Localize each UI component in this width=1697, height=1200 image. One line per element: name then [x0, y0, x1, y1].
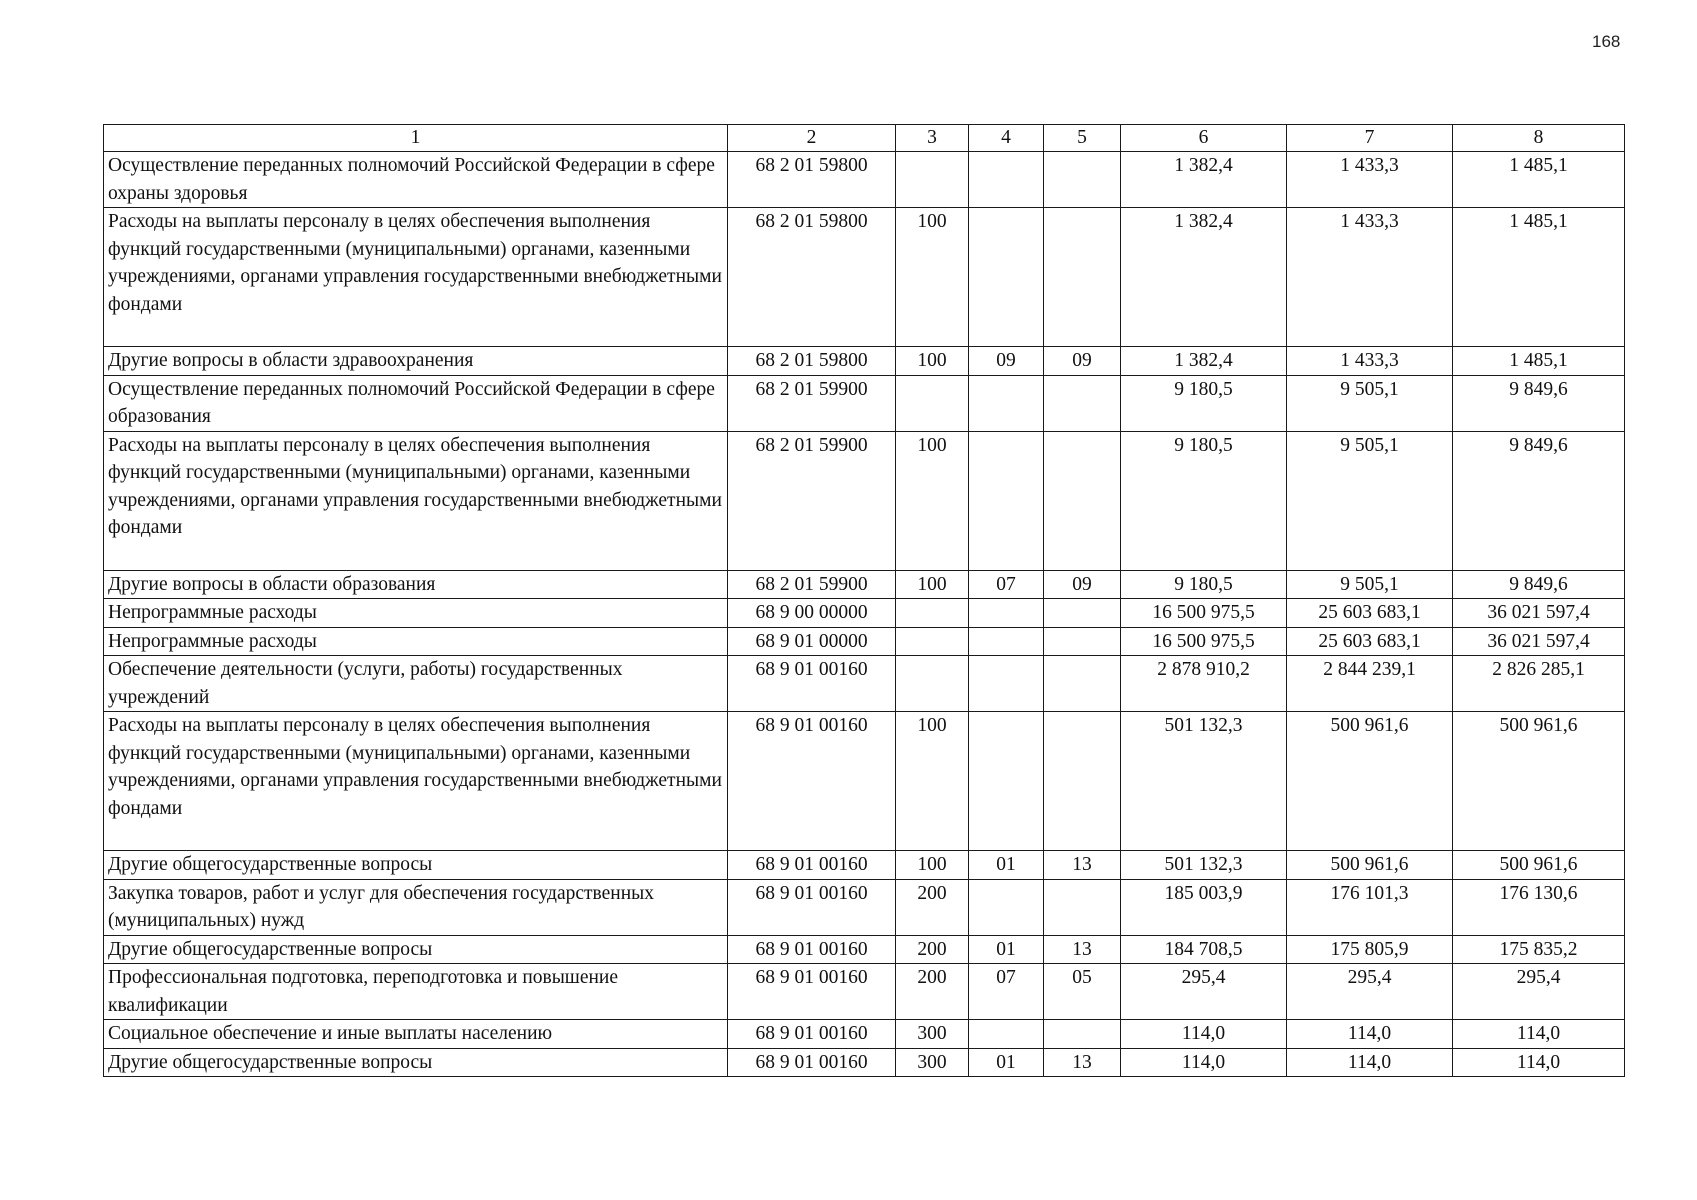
row-expense-type-cell [896, 152, 969, 208]
table-row [104, 712, 1625, 851]
row-value-col8-cell: 9 849,6 [1453, 570, 1625, 599]
table-row [104, 152, 1625, 208]
row-value-col7-cell: 295,4 [1287, 964, 1453, 1020]
table-row [104, 851, 1625, 880]
row-value-col7-cell: 175 805,9 [1287, 935, 1453, 964]
row-value-col6-cell: 184 708,5 [1121, 935, 1287, 964]
row-value-col6-cell: 114,0 [1121, 1048, 1287, 1077]
row-section-cell [969, 431, 1044, 570]
header-cell-3: 3 [896, 125, 969, 152]
table-body [104, 125, 1625, 1077]
header-cell-2: 2 [728, 125, 896, 152]
row-value-col6-cell: 9 180,5 [1121, 431, 1287, 570]
row-code-cell: 68 9 01 00000 [728, 627, 896, 656]
row-value-col6-cell: 185 003,9 [1121, 879, 1287, 935]
row-value-col8-cell: 9 849,6 [1453, 375, 1625, 431]
row-value-col7-cell: 1 433,3 [1287, 347, 1453, 376]
row-value-col7-cell: 1 433,3 [1287, 152, 1453, 208]
row-expense-type-cell: 100 [896, 208, 969, 347]
row-subsection-cell: 09 [1044, 347, 1121, 376]
row-expense-type-cell: 300 [896, 1020, 969, 1049]
row-value-col7-cell: 114,0 [1287, 1020, 1453, 1049]
row-expense-type-cell: 100 [896, 851, 969, 880]
row-subsection-cell: 13 [1044, 851, 1121, 880]
table-row [104, 570, 1625, 599]
row-name-cell: Расходы на выплаты персоналу в целях обеспечения выполнения функций государственными (муниципальными) органами, казенными учреждениями, органами управления государственными внебюджетными фондами [104, 208, 728, 347]
row-subsection-cell [1044, 375, 1121, 431]
row-expense-type-cell: 100 [896, 570, 969, 599]
header-cell-1: 1 [104, 125, 728, 152]
table-row [104, 208, 1625, 347]
row-code-cell: 68 9 01 00160 [728, 964, 896, 1020]
row-subsection-cell [1044, 1020, 1121, 1049]
row-name-cell: Закупка товаров, работ и услуг для обеспечения государственных (муниципальных) нужд [104, 879, 728, 935]
row-expense-type-cell [896, 627, 969, 656]
row-value-col6-cell: 1 382,4 [1121, 208, 1287, 347]
table-row [104, 964, 1625, 1020]
header-cell-4: 4 [969, 125, 1044, 152]
row-code-cell: 68 9 01 00160 [728, 851, 896, 880]
row-section-cell [969, 599, 1044, 628]
row-section-cell [969, 656, 1044, 712]
row-value-col7-cell: 25 603 683,1 [1287, 627, 1453, 656]
header-cell-8: 8 [1453, 125, 1625, 152]
row-value-col8-cell: 1 485,1 [1453, 208, 1625, 347]
row-section-cell [969, 152, 1044, 208]
row-name-cell: Расходы на выплаты персоналу в целях обеспечения выполнения функций государственными (муниципальными) органами, казенными учреждениями, органами управления государственными внебюджетными фондами [104, 712, 728, 851]
row-value-col7-cell: 9 505,1 [1287, 570, 1453, 599]
row-value-col6-cell: 16 500 975,5 [1121, 627, 1287, 656]
row-value-col6-cell: 295,4 [1121, 964, 1287, 1020]
row-code-cell: 68 9 01 00160 [728, 1048, 896, 1077]
row-code-cell: 68 2 01 59900 [728, 570, 896, 599]
row-name-cell: Другие общегосударственные вопросы [104, 1048, 728, 1077]
row-value-col8-cell: 1 485,1 [1453, 347, 1625, 376]
row-name-cell: Социальное обеспечение и иные выплаты населению [104, 1020, 728, 1049]
row-subsection-cell [1044, 208, 1121, 347]
row-name-cell: Другие общегосударственные вопросы [104, 935, 728, 964]
row-value-col8-cell: 500 961,6 [1453, 851, 1625, 880]
row-value-col7-cell: 1 433,3 [1287, 208, 1453, 347]
row-expense-type-cell: 200 [896, 964, 969, 1020]
row-value-col6-cell: 501 132,3 [1121, 712, 1287, 851]
row-value-col8-cell: 36 021 597,4 [1453, 599, 1625, 628]
row-section-cell: 09 [969, 347, 1044, 376]
row-value-col8-cell: 176 130,6 [1453, 879, 1625, 935]
row-name-cell: Непрограммные расходы [104, 627, 728, 656]
row-code-cell: 68 9 01 00160 [728, 935, 896, 964]
row-value-col7-cell: 9 505,1 [1287, 375, 1453, 431]
table-row [104, 1048, 1625, 1077]
table-row [104, 656, 1625, 712]
row-name-cell: Другие общегосударственные вопросы [104, 851, 728, 880]
row-value-col7-cell: 2 844 239,1 [1287, 656, 1453, 712]
row-code-cell: 68 9 01 00160 [728, 712, 896, 851]
table-row [104, 935, 1625, 964]
row-section-cell [969, 712, 1044, 851]
row-section-cell [969, 375, 1044, 431]
row-subsection-cell: 09 [1044, 570, 1121, 599]
row-section-cell: 07 [969, 570, 1044, 599]
row-value-col6-cell: 1 382,4 [1121, 152, 1287, 208]
row-code-cell: 68 9 01 00160 [728, 656, 896, 712]
row-value-col8-cell: 114,0 [1453, 1048, 1625, 1077]
row-section-cell [969, 627, 1044, 656]
row-subsection-cell: 13 [1044, 1048, 1121, 1077]
row-code-cell: 68 2 01 59900 [728, 375, 896, 431]
row-expense-type-cell: 300 [896, 1048, 969, 1077]
page-number: 168 [1592, 32, 1621, 51]
row-expense-type-cell: 200 [896, 935, 969, 964]
header-cell-6: 6 [1121, 125, 1287, 152]
row-subsection-cell [1044, 599, 1121, 628]
budget-table [103, 124, 1625, 1077]
row-subsection-cell [1044, 712, 1121, 851]
row-name-cell: Другие вопросы в области здравоохранения [104, 347, 728, 376]
row-value-col7-cell: 176 101,3 [1287, 879, 1453, 935]
row-subsection-cell [1044, 152, 1121, 208]
row-value-col8-cell: 2 826 285,1 [1453, 656, 1625, 712]
row-value-col7-cell: 114,0 [1287, 1048, 1453, 1077]
row-subsection-cell: 13 [1044, 935, 1121, 964]
row-value-col6-cell: 2 878 910,2 [1121, 656, 1287, 712]
row-subsection-cell [1044, 656, 1121, 712]
row-expense-type-cell: 100 [896, 431, 969, 570]
row-value-col7-cell: 500 961,6 [1287, 851, 1453, 880]
row-value-col8-cell: 114,0 [1453, 1020, 1625, 1049]
table-row [104, 347, 1625, 376]
table-row [104, 1020, 1625, 1049]
row-section-cell [969, 208, 1044, 347]
row-expense-type-cell: 100 [896, 347, 969, 376]
row-name-cell: Осуществление переданных полномочий Российской Федерации в сфере образования [104, 375, 728, 431]
row-subsection-cell [1044, 879, 1121, 935]
row-value-col7-cell: 500 961,6 [1287, 712, 1453, 851]
row-code-cell: 68 9 01 00160 [728, 879, 896, 935]
row-name-cell: Обеспечение деятельности (услуги, работы) государственных учреждений [104, 656, 728, 712]
row-subsection-cell [1044, 627, 1121, 656]
row-name-cell: Непрограммные расходы [104, 599, 728, 628]
row-subsection-cell: 05 [1044, 964, 1121, 1020]
table-header-row [104, 125, 1625, 152]
row-expense-type-cell [896, 375, 969, 431]
row-value-col6-cell: 9 180,5 [1121, 375, 1287, 431]
table-row [104, 599, 1625, 628]
row-section-cell: 01 [969, 851, 1044, 880]
row-section-cell: 07 [969, 964, 1044, 1020]
row-name-cell: Другие вопросы в области образования [104, 570, 728, 599]
row-value-col8-cell: 36 021 597,4 [1453, 627, 1625, 656]
row-expense-type-cell: 200 [896, 879, 969, 935]
row-expense-type-cell [896, 656, 969, 712]
row-value-col7-cell: 9 505,1 [1287, 431, 1453, 570]
row-code-cell: 68 9 00 00000 [728, 599, 896, 628]
header-cell-7: 7 [1287, 125, 1453, 152]
row-value-col8-cell: 295,4 [1453, 964, 1625, 1020]
table-row [104, 879, 1625, 935]
row-value-col8-cell: 500 961,6 [1453, 712, 1625, 851]
row-value-col6-cell: 114,0 [1121, 1020, 1287, 1049]
row-section-cell: 01 [969, 1048, 1044, 1077]
row-value-col8-cell: 9 849,6 [1453, 431, 1625, 570]
header-cell-5: 5 [1044, 125, 1121, 152]
row-value-col6-cell: 16 500 975,5 [1121, 599, 1287, 628]
row-expense-type-cell [896, 599, 969, 628]
table-row [104, 375, 1625, 431]
row-section-cell [969, 1020, 1044, 1049]
row-value-col6-cell: 9 180,5 [1121, 570, 1287, 599]
row-name-cell: Профессиональная подготовка, переподготовка и повышение квалификации [104, 964, 728, 1020]
table-row [104, 431, 1625, 570]
row-subsection-cell [1044, 431, 1121, 570]
row-value-col8-cell: 175 835,2 [1453, 935, 1625, 964]
table-row [104, 627, 1625, 656]
row-code-cell: 68 2 01 59800 [728, 152, 896, 208]
row-value-col6-cell: 1 382,4 [1121, 347, 1287, 376]
row-expense-type-cell: 100 [896, 712, 969, 851]
row-value-col8-cell: 1 485,1 [1453, 152, 1625, 208]
row-code-cell: 68 2 01 59800 [728, 347, 896, 376]
row-name-cell: Расходы на выплаты персоналу в целях обеспечения выполнения функций государственными (муниципальными) органами, казенными учреждениями, органами управления государственными внебюджетными фондами [104, 431, 728, 570]
row-value-col6-cell: 501 132,3 [1121, 851, 1287, 880]
row-code-cell: 68 2 01 59900 [728, 431, 896, 570]
row-section-cell [969, 879, 1044, 935]
row-code-cell: 68 2 01 59800 [728, 208, 896, 347]
row-code-cell: 68 9 01 00160 [728, 1020, 896, 1049]
row-section-cell: 01 [969, 935, 1044, 964]
row-value-col7-cell: 25 603 683,1 [1287, 599, 1453, 628]
row-name-cell: Осуществление переданных полномочий Российской Федерации в сфере охраны здоровья [104, 152, 728, 208]
